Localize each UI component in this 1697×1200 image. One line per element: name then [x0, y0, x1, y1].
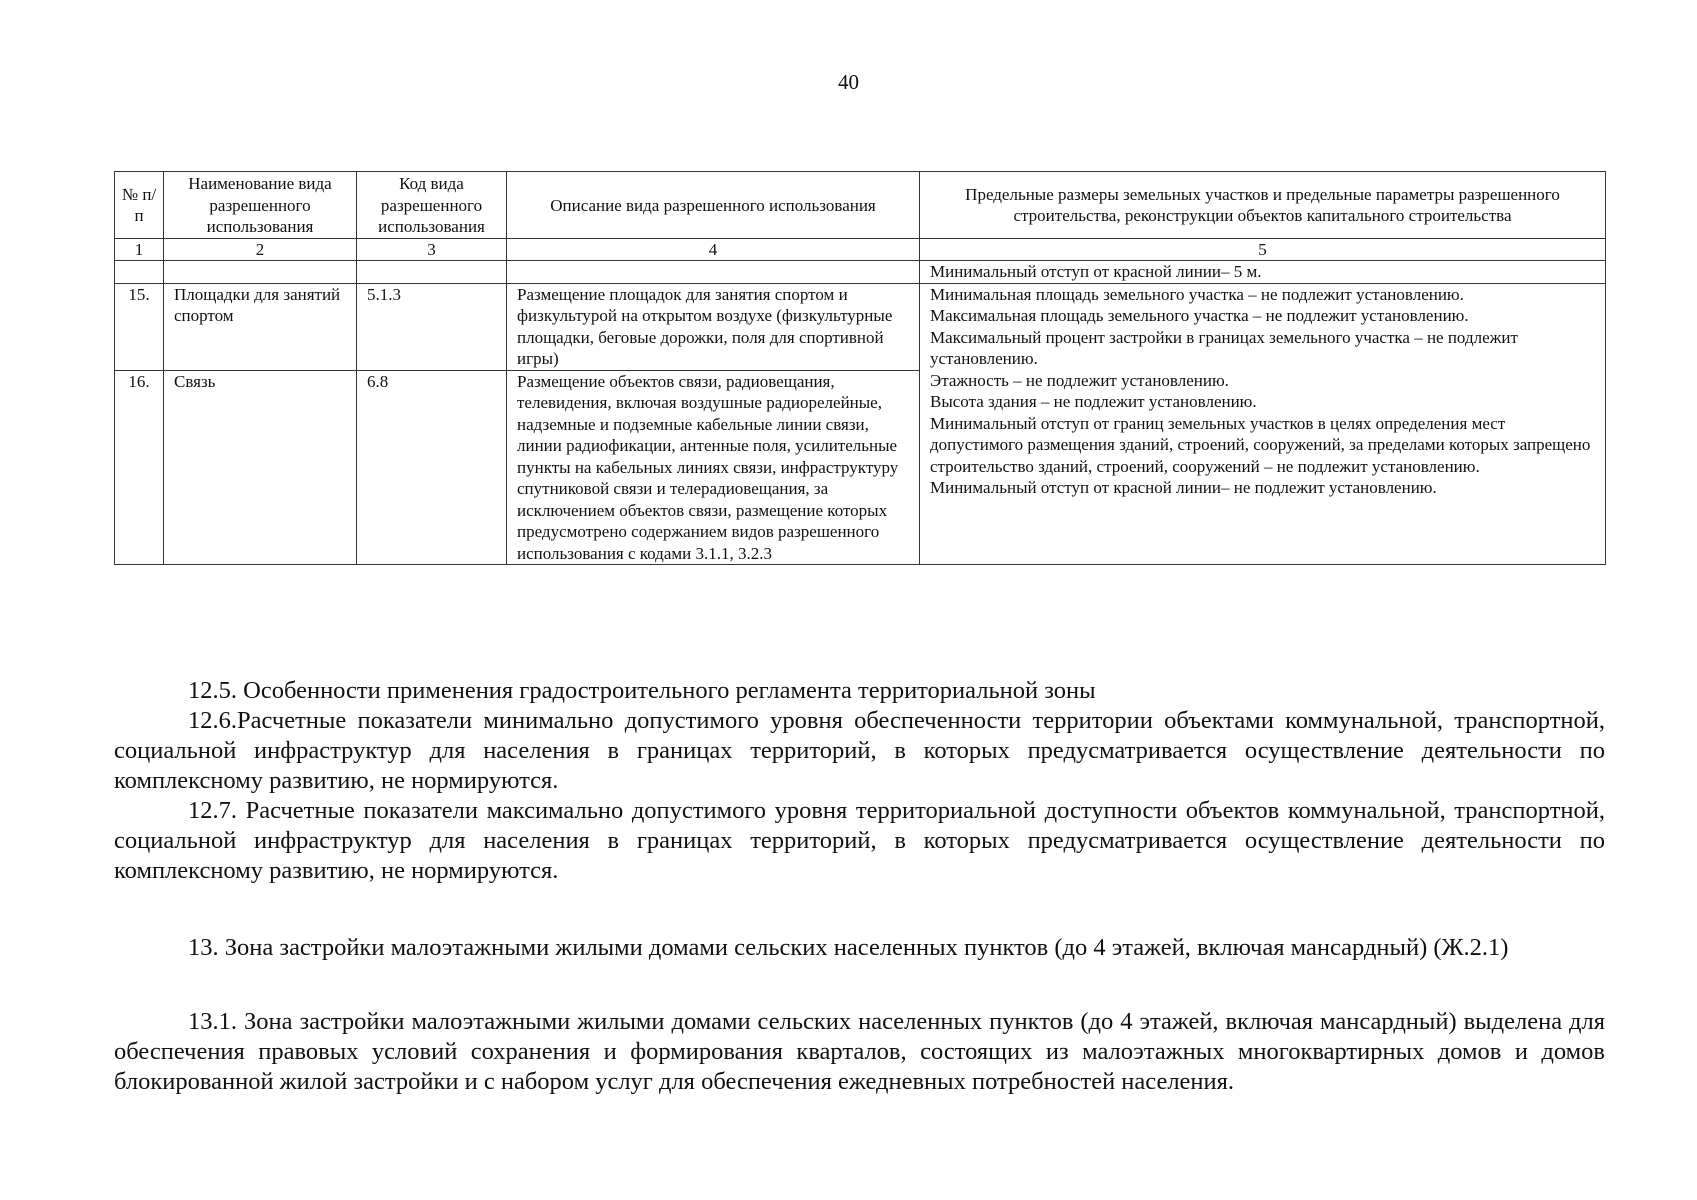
carryover-text: Минимальный отступ от красной линии– 5 м. — [920, 261, 1606, 284]
paragraph-12-6: 12.6.Расчетные показатели минимально допустимого уровня обеспеченности территории объектами коммунальной, транспортной, социальной инфраструктур для населения в границах территорий, в которых предусматривается осуществление деятельности по комплексному развитию, не нормируются. — [114, 707, 1605, 794]
column-number: 2 — [164, 238, 357, 261]
row-number: 15. — [115, 283, 164, 370]
param-line: Максимальная площадь земельного участка – не подлежит установлению. — [930, 306, 1469, 325]
row-code: 5.1.3 — [357, 283, 507, 370]
header-number: № п/п — [115, 172, 164, 239]
page-number: 40 — [838, 70, 859, 94]
section-13-1-paragraph — [114, 1007, 1605, 1097]
regulation-table — [114, 171, 1606, 565]
table-row-carryover — [115, 261, 1606, 284]
heading-13: 13. Зона застройки малоэтажными жилыми домами сельских населенных пунктов (до 4 этажей, включая мансардный) (Ж.2.1) — [188, 934, 1509, 961]
column-number: 4 — [507, 238, 920, 261]
header-code: Код вида разрешенного использования — [357, 172, 507, 239]
header-description: Описание вида разрешенного использования — [507, 172, 920, 239]
header-name: Наименование вида разрешенного использования — [164, 172, 357, 239]
section-13-heading — [114, 933, 1605, 963]
param-line: Максимальный процент застройки в границах земельного участка – не подлежит установлению. — [930, 327, 1518, 368]
paragraph-12-7: 12.7. Расчетные показатели максимально допустимого уровня территориальной доступности объектов коммунальной, транспортной, социальной инфраструктур для населения в границах территорий, в которых предусматривается осуществление деятельности по комплексному развитию, не нормируются. — [114, 797, 1605, 884]
row-description: Размещение площадок для занятия спортом и физкультурой на открытом воздухе (физкультурные площадки, беговые дорожки, поля для спортивной игры) — [507, 283, 920, 370]
row-name: Связь — [164, 370, 357, 565]
row-code: 6.8 — [357, 370, 507, 565]
param-line: Высота здания – не подлежит установлению. — [930, 392, 1257, 411]
column-number: 1 — [115, 238, 164, 261]
paragraph-13-1: 13.1. Зона застройки малоэтажными жилыми домами сельских населенных пунктов (до 4 этажей, включая мансардный) выделена для обеспечения правовых условий сохранения и формирования кварталов, состоящих из малоэтажных многоквартирных домов и домов блокированной жилой застройки и с набором услуг для обеспечения ежедневных потребностей населения. — [114, 1008, 1605, 1095]
paragraph-12-5: 12.5. Особенности применения градостроительного регламента территориальной зоны — [188, 677, 1096, 704]
row-parameters — [920, 283, 1606, 565]
column-number-row — [115, 238, 1606, 261]
table-row — [115, 283, 1606, 370]
row-name: Площадки для занятий спортом — [164, 283, 357, 370]
header-parameters: Предельные размеры земельных участков и предельные параметры разрешенного строительства, реконструкции объектов капитального строительства — [920, 172, 1606, 239]
param-line: Минимальный отступ от границ земельных участков в целях определения мест допустимого размещения зданий, строений, сооружений, за пределами которых запрещено строительство зданий, строений, сооружений – не подлежит установлению. — [930, 413, 1591, 476]
param-line: Минимальный отступ от красной линии– не подлежит установлению. — [930, 478, 1437, 497]
section-12-paragraphs — [114, 676, 1605, 886]
table-header-row — [115, 172, 1606, 239]
param-line: Минимальная площадь земельного участка – не подлежит установлению. — [930, 284, 1464, 304]
row-description: Размещение объектов связи, радиовещания, телевидения, включая воздушные радиорелейные, надземные и подземные кабельные линии связи, линии радиофикации, антенные поля, усилительные пункты на кабельных линиях связи, инфраструктуру спутниковой связи и телерадиовещания, за исключением объектов связи, размещение которых предусмотрено содержанием видов разрешенного использования с кодами 3.1.1, 3.2.3 — [507, 370, 920, 565]
column-number: 3 — [357, 238, 507, 261]
param-line: Этажность – не подлежит установлению. — [930, 370, 1229, 390]
column-number: 5 — [920, 238, 1606, 261]
row-number: 16. — [115, 370, 164, 565]
